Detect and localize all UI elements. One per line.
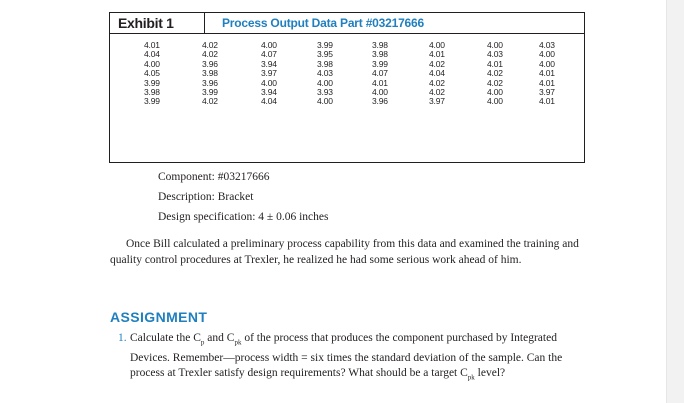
data-row: [110, 88, 584, 97]
assignment-heading: ASSIGNMENT: [110, 309, 208, 325]
data-cell: 3.96: [202, 58, 218, 69]
data-cell: 4.00: [487, 86, 503, 97]
data-cell: 4.04: [144, 49, 160, 60]
data-cell: 4.00: [429, 40, 445, 50]
data-row: [110, 41, 584, 50]
data-cell: 3.97: [539, 86, 555, 97]
data-cell: 4.00: [317, 96, 333, 107]
spec-design: Design specification: 4 ± 0.06 inches: [158, 211, 329, 223]
data-cell: 3.98: [372, 40, 388, 50]
data-row: [110, 69, 584, 78]
data-cell: 3.95: [317, 49, 333, 60]
data-cell: 4.00: [261, 40, 277, 50]
data-row: [110, 60, 584, 69]
data-cell: 4.00: [487, 40, 503, 50]
data-grid: [110, 41, 584, 107]
data-cell: 3.98: [144, 86, 160, 97]
data-row: [110, 79, 584, 88]
data-cell: 4.01: [539, 96, 555, 107]
data-cell: 4.02: [487, 77, 503, 88]
data-cell: 3.94: [261, 86, 277, 97]
data-cell: 4.02: [487, 68, 503, 79]
data-cell: 4.00: [261, 77, 277, 88]
data-cell: 4.03: [539, 40, 555, 50]
data-cell: 3.96: [202, 77, 218, 88]
data-cell: 3.99: [202, 86, 218, 97]
data-cell: 4.01: [539, 68, 555, 79]
body-paragraph: Once Bill calculated a preliminary process capability from this data and examined the training and quality control procedures at Trexler, he realized he had some serious work ahead of him.: [110, 238, 579, 266]
exhibit-table: [109, 12, 585, 163]
data-cell: 4.02: [429, 86, 445, 97]
data-cell: 3.99: [372, 58, 388, 69]
data-cell: 3.98: [317, 58, 333, 69]
data-cell: 4.02: [202, 40, 218, 50]
data-cell: 4.00: [539, 58, 555, 69]
data-cell: 3.97: [429, 96, 445, 107]
data-cell: 3.94: [261, 58, 277, 69]
data-cell: 4.04: [429, 68, 445, 79]
data-cell: 4.02: [202, 49, 218, 60]
data-cell: 3.96: [372, 96, 388, 107]
spec-component: Component: #03217666: [158, 171, 270, 183]
data-cell: 4.01: [539, 77, 555, 88]
data-row: [110, 97, 584, 106]
right-margin-bar: [666, 0, 684, 403]
spec-description: Description: Bracket: [158, 191, 254, 203]
assignment-item-text: Calculate the $C_p$ and $C_{pk}$ of the process that produces the component purchased by Integrated Devices. Remember—process width = six times the standard deviation of the sample. Can the process at Trexler satisfy design requirements? What should be a target $C_{pk}$ level?: [130, 332, 563, 382]
exhibit-title: Process Output Data Part #03217666: [222, 16, 424, 30]
data-cell: 4.00: [539, 49, 555, 60]
data-cell: 4.01: [487, 58, 503, 69]
data-row: [110, 50, 584, 59]
data-cell: 4.01: [144, 40, 160, 50]
data-cell: 4.05: [144, 68, 160, 79]
data-cell: 4.02: [202, 96, 218, 107]
data-cell: 4.00: [487, 96, 503, 107]
data-cell: 4.03: [487, 49, 503, 60]
data-cell: 4.03: [317, 68, 333, 79]
data-cell: 4.00: [144, 58, 160, 69]
data-cell: 4.07: [261, 49, 277, 60]
data-cell: 4.00: [317, 77, 333, 88]
data-cell: 3.99: [144, 77, 160, 88]
data-cell: 4.02: [429, 77, 445, 88]
assignment-item-number: 1.: [118, 332, 127, 344]
data-cell: 3.98: [202, 68, 218, 79]
exhibit-label: Exhibit 1: [110, 13, 205, 33]
data-cell: 4.00: [372, 86, 388, 97]
data-cell: 4.02: [429, 58, 445, 69]
exhibit-header: [110, 13, 584, 34]
data-cell: 3.98: [372, 49, 388, 60]
data-cell: 3.97: [261, 68, 277, 79]
data-cell: 4.04: [261, 96, 277, 107]
data-cell: 3.99: [317, 40, 333, 50]
data-cell: 4.01: [429, 49, 445, 60]
data-cell: 3.93: [317, 86, 333, 97]
data-cell: 3.99: [144, 96, 160, 107]
data-cell: 4.01: [372, 77, 388, 88]
data-cell: 4.07: [372, 68, 388, 79]
